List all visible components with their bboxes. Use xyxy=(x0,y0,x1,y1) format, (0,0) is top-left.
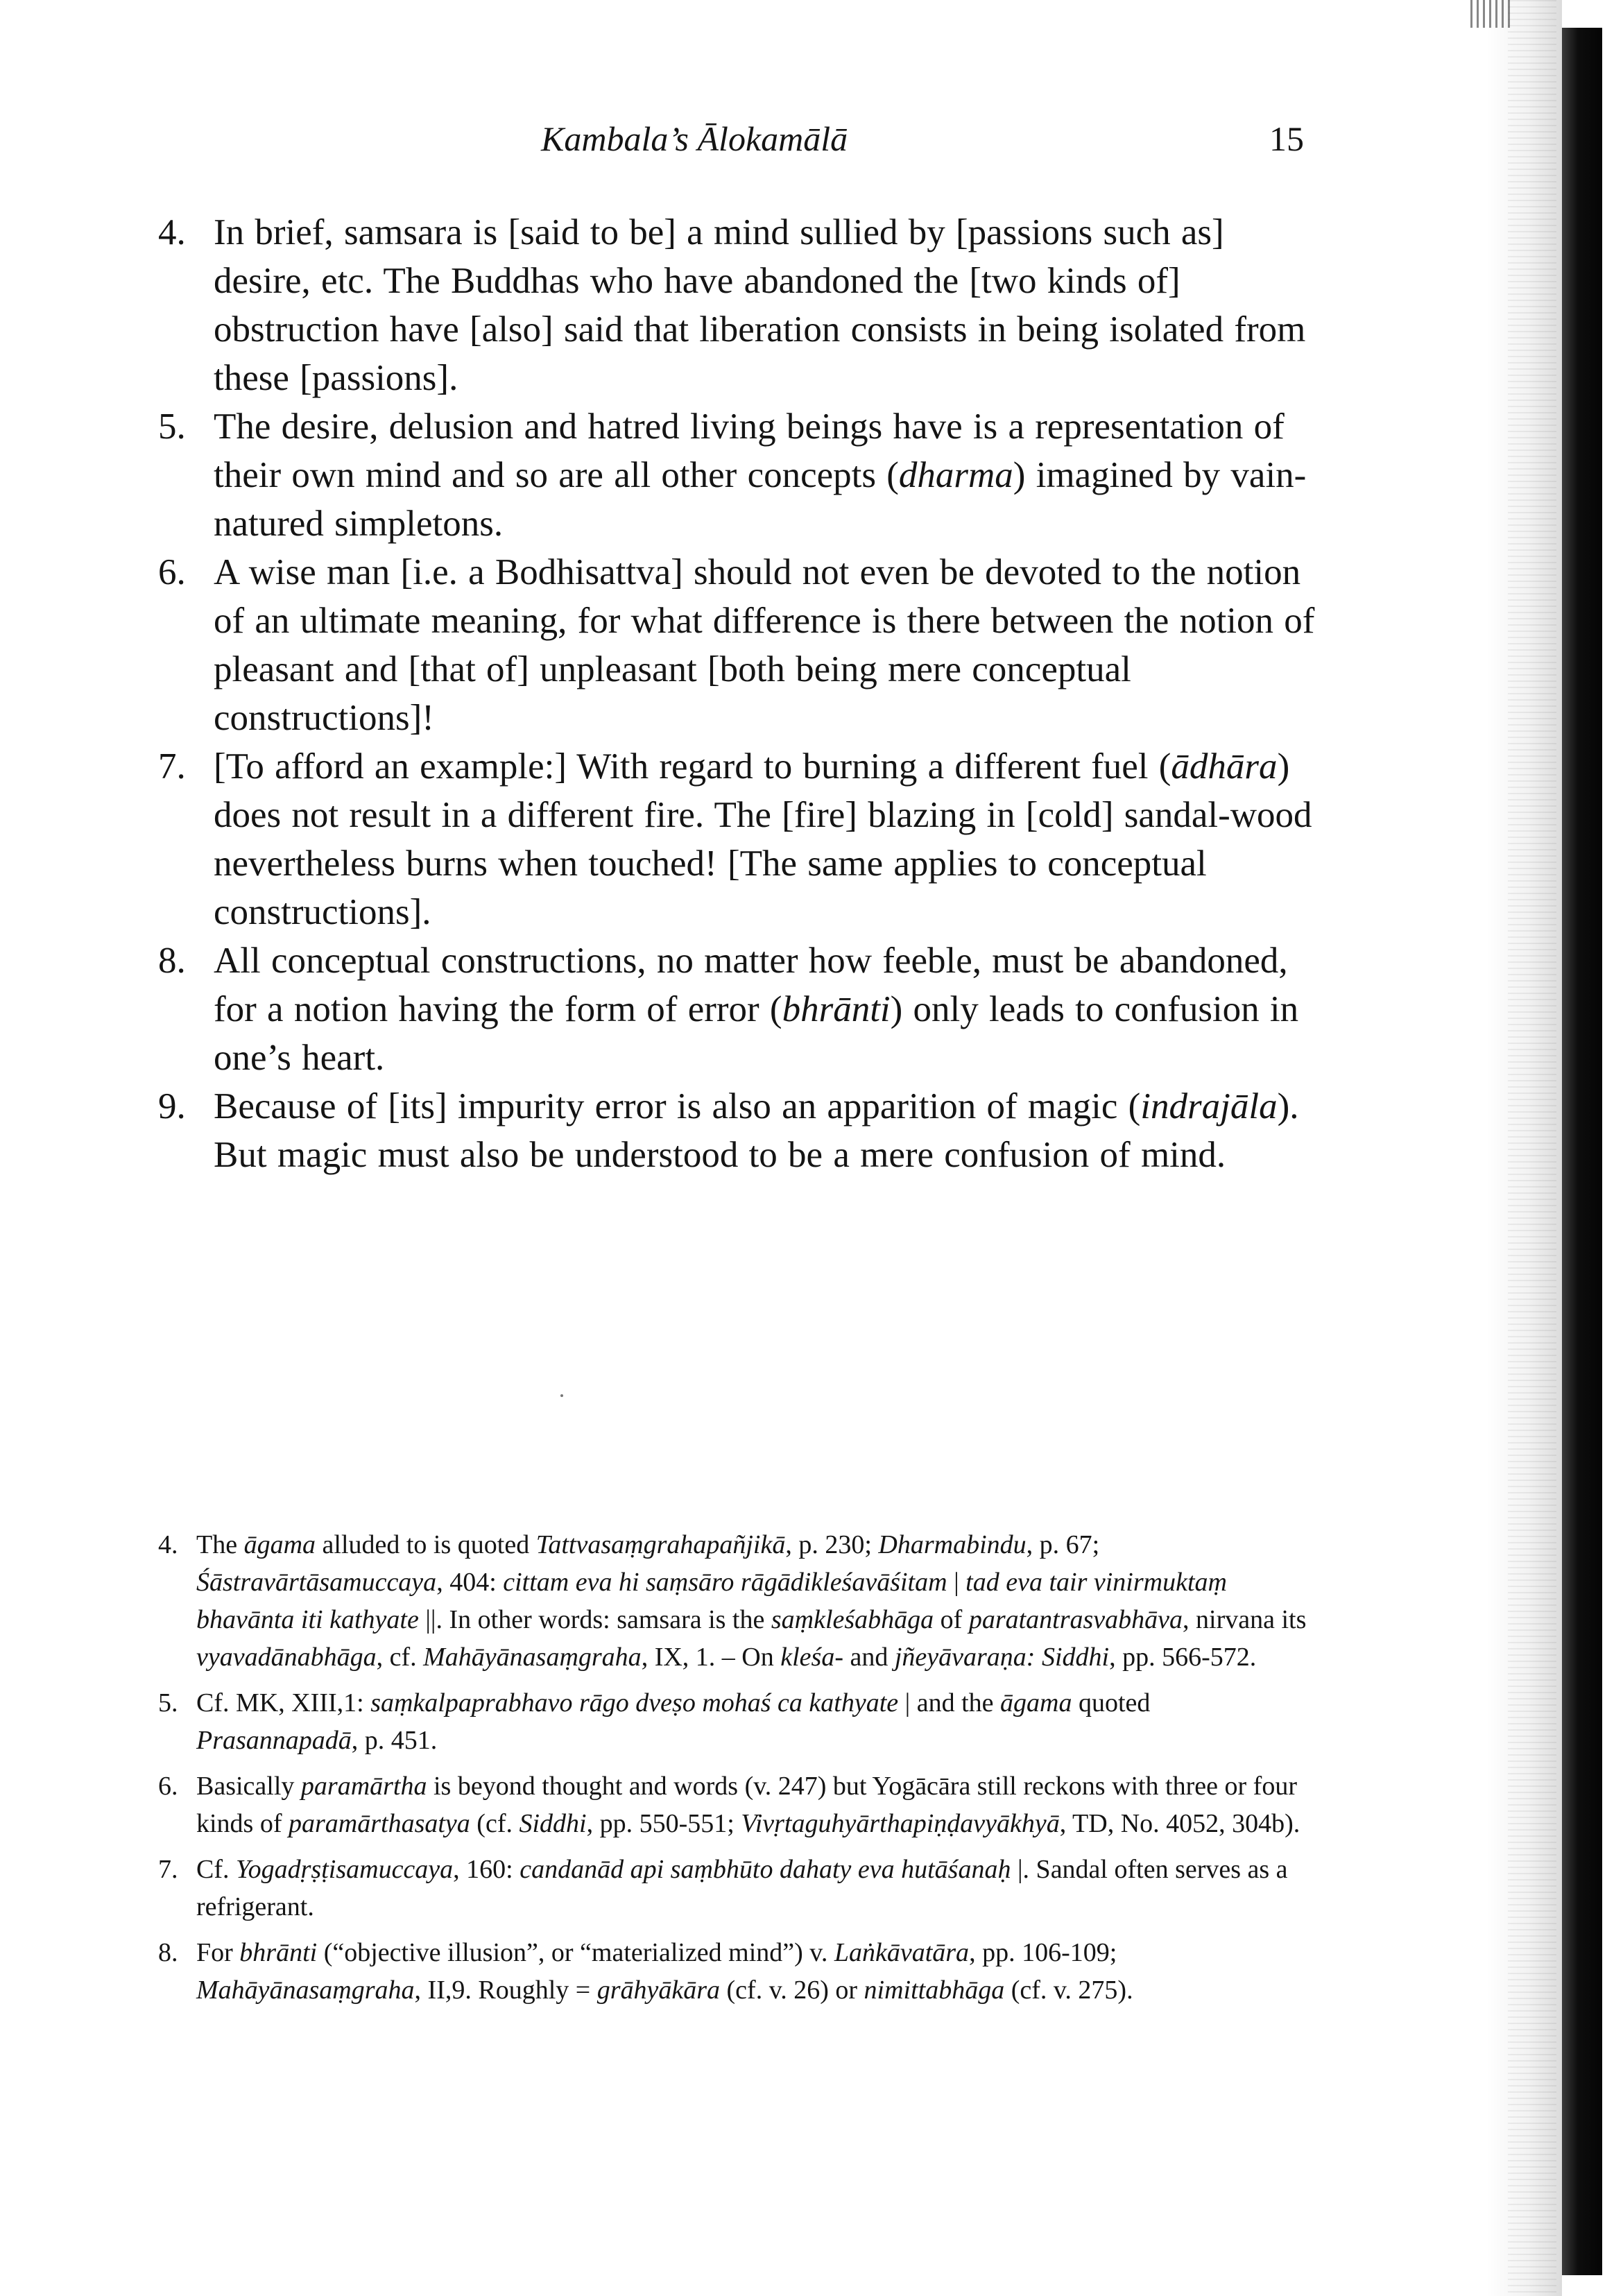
italic-term: Vivṛtaguhyārthapiṇḍavyākhyā xyxy=(741,1809,1060,1838)
verse-text xyxy=(214,941,1298,1078)
page-number: 15 xyxy=(1269,119,1304,158)
italic-term: Siddhi xyxy=(519,1809,587,1838)
italic-term: bhrānti xyxy=(782,989,891,1029)
verse-8 xyxy=(158,936,1323,1082)
text-run: - and xyxy=(834,1643,895,1672)
italic-term: Mahāyānasaṃgraha xyxy=(196,1976,415,2005)
text-run: ) only leads to confusion in one’s heart. xyxy=(214,989,1299,1078)
footnote-number: 8. xyxy=(158,1938,178,1967)
running-title: Kambala’s Ālokamālā xyxy=(541,119,848,158)
italic-term: nimittabhāga xyxy=(864,1976,1005,2005)
text-run: ) does not result in a different fire. The [fire] blazing in [cold] sandal-wood nevertheless burns when touched! [The same applies to conceptual constructions]. xyxy=(214,746,1312,932)
text-run: , pp. 550-551; xyxy=(586,1809,741,1838)
text-run: ) imagined by vain-natured simpletons. xyxy=(214,455,1307,544)
text-run: (cf. v. 275). xyxy=(1004,1976,1133,2005)
italic-term: Dharmabindu xyxy=(878,1530,1027,1559)
italic-term: paramārthasatya xyxy=(289,1809,470,1838)
text-run: is beyond thought and words (v. 247) but Yogācāra still reckons with three or four kinds of xyxy=(196,1772,1297,1838)
scan-speck xyxy=(560,1394,563,1397)
italic-term: cittam eva hi saṃsāro rāgādikleśavāśitam xyxy=(503,1568,947,1597)
text-run: , TD, No. 4052, 304b). xyxy=(1059,1809,1300,1838)
text-run: , IX, 1. – On xyxy=(641,1643,781,1672)
italic-term: indrajāla xyxy=(1140,1086,1278,1126)
text-run: The xyxy=(196,1530,244,1559)
text-run: In brief, samsara is [said to be] a mind sullied by [passions such as] desire, etc. The Buddhas who have abandoned the [two kinds of] obstruction have [also] said that liberation consists in being isolated from these [passions]. xyxy=(214,212,1306,398)
italic-term: tad eva tair vinirmuktaṃ bhavānta iti kathyate xyxy=(196,1568,1227,1634)
italic-term: āgama xyxy=(1000,1688,1072,1717)
text-run: alluded to is quoted xyxy=(316,1530,536,1559)
text-run: Because of [its] impurity error is also an apparition of magic ( xyxy=(214,1086,1141,1126)
footnote-text xyxy=(196,1530,1306,1672)
italic-term: Śāstravārtāsamuccaya xyxy=(196,1568,437,1597)
italic-term: dharma xyxy=(898,455,1013,495)
text-run: , p. 67; xyxy=(1026,1530,1100,1559)
text-run: For xyxy=(196,1938,240,1967)
scan-noise xyxy=(1508,0,1556,2296)
text-run: , nirvana its xyxy=(1183,1605,1307,1634)
text-run: (cf. v. 26) or xyxy=(720,1976,864,2005)
verse-text xyxy=(214,406,1306,544)
text-run: , pp. 566-572. xyxy=(1109,1643,1257,1672)
footnote-text xyxy=(196,1938,1133,2005)
text-run: quoted xyxy=(1072,1688,1151,1717)
footnote-text xyxy=(196,1855,1288,1921)
verse-text xyxy=(214,552,1314,738)
verse-5 xyxy=(158,402,1323,548)
text-run: A wise man [i.e. a Bodhisattva] should not even be devoted to the notion of an ultimate meaning, for what difference is there between the notion of pleasant and [that of] unpleasant [both being mere conceptual constructions]! xyxy=(214,552,1315,738)
footnote-5 xyxy=(158,1684,1315,1759)
verse-list xyxy=(158,208,1323,1179)
verse-number: 8. xyxy=(158,941,186,981)
text-run: , II,9. Roughly = xyxy=(414,1976,597,2005)
text-run: Cf. MK, XIII,1: xyxy=(196,1688,371,1717)
italic-term: Prasannapadā xyxy=(196,1726,352,1755)
italic-term: jñeyāvaraṇa: Siddhi xyxy=(894,1643,1110,1672)
scan-edge-marks xyxy=(1470,0,1512,28)
text-run: , p. 230; xyxy=(785,1530,879,1559)
italic-term: kleśa xyxy=(780,1643,835,1672)
text-run: of xyxy=(934,1605,969,1634)
verse-number: 5. xyxy=(158,406,186,447)
text-run: All conceptual constructions, no matter how feeble, must be abandoned, for a notion having the form of error ( xyxy=(214,941,1288,1029)
text-run: (“objective illusion”, or “materialized mind”) v. xyxy=(317,1938,834,1967)
text-run: ). But magic must also be understood to be a mere confusion of mind. xyxy=(214,1086,1299,1175)
italic-term: paratantrasvabhāva xyxy=(968,1605,1183,1634)
italic-term: vyavadānabhāga xyxy=(196,1643,377,1672)
text-run: |. Sandal often serves as a refrigerant. xyxy=(196,1855,1288,1921)
footnote-number: 6. xyxy=(158,1772,178,1801)
text-run: [To afford an example:] With regard to burning a different fuel ( xyxy=(214,746,1171,787)
text-run: | xyxy=(947,1568,966,1597)
text-run: (cf. xyxy=(470,1809,519,1838)
verse-number: 6. xyxy=(158,552,186,592)
footnote-6 xyxy=(158,1767,1315,1842)
book-edge-strip xyxy=(1562,28,1602,2275)
footnote-list xyxy=(158,1526,1315,2017)
footnote-number: 5. xyxy=(158,1688,178,1717)
verse-9 xyxy=(158,1082,1323,1179)
footnote-4 xyxy=(158,1526,1315,1676)
verse-number: 4. xyxy=(158,212,186,252)
italic-term: saṃkalpaprabhavo rāgo dveṣo mohaś ca kathyate xyxy=(370,1688,899,1717)
italic-term: grāhyākāra xyxy=(596,1976,721,2005)
verse-text xyxy=(214,1086,1299,1175)
text-run: , p. 451. xyxy=(351,1726,438,1755)
text-run: Basically xyxy=(196,1772,301,1801)
verse-4 xyxy=(158,208,1323,402)
text-run: , pp. 106-109; xyxy=(969,1938,1117,1967)
footnote-number: 4. xyxy=(158,1530,178,1559)
verse-text xyxy=(214,746,1312,932)
italic-term: Yogadṛṣṭisamuccaya xyxy=(236,1855,454,1884)
text-run: ||. In other words: samsara is the xyxy=(418,1605,771,1634)
text-run: Cf. xyxy=(196,1855,236,1884)
italic-term: Tattvasaṃgrahapañjikā xyxy=(535,1530,786,1559)
italic-term: āgama xyxy=(243,1530,316,1559)
text-run: , 404: xyxy=(436,1568,504,1597)
verse-7 xyxy=(158,742,1323,936)
footnote-number: 7. xyxy=(158,1855,178,1884)
verse-6 xyxy=(158,548,1323,742)
verse-number: 9. xyxy=(158,1086,186,1126)
italic-term: candanād api saṃbhūto dahaty eva hutāśanaḥ xyxy=(519,1855,1011,1884)
italic-term: bhrānti xyxy=(239,1938,318,1967)
italic-term: Laṅkāvatāra xyxy=(834,1938,970,1967)
italic-term: paramārtha xyxy=(300,1772,427,1801)
italic-term: ādhāra xyxy=(1171,746,1278,787)
text-run: , cf. xyxy=(376,1643,424,1672)
text-run: The desire, delusion and hatred living beings have is a representation of their own mind and so are all other concepts ( xyxy=(214,406,1285,495)
footnote-text xyxy=(196,1772,1300,1838)
verse-number: 7. xyxy=(158,746,186,787)
page-header xyxy=(541,111,1304,166)
footnote-text xyxy=(196,1688,1150,1755)
footnote-8 xyxy=(158,1934,1315,2009)
italic-term: Mahāyānasaṃgraha xyxy=(423,1643,642,1672)
text-run: | and the xyxy=(898,1688,1001,1717)
verse-text xyxy=(214,212,1305,398)
text-run: , 160: xyxy=(453,1855,520,1884)
footnote-7 xyxy=(158,1851,1315,1926)
italic-term: saṃkleśabhāga xyxy=(771,1605,934,1634)
